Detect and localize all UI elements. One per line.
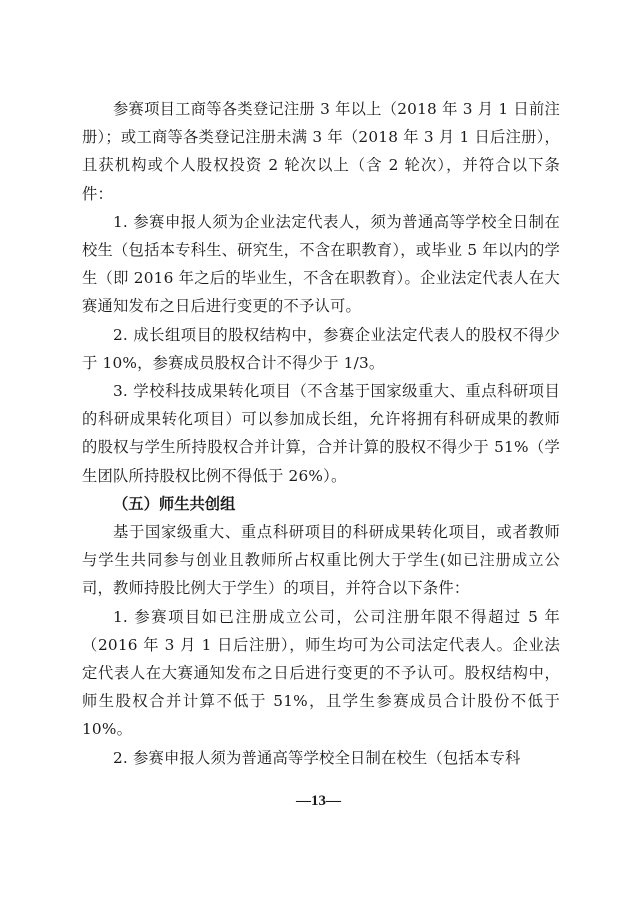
page-number: —13—: [296, 793, 341, 809]
document-body: [82, 95, 560, 772]
section-heading: （五）师生共创组: [113, 494, 236, 513]
paragraph-cocreation-condition-1: 1. 参赛项目如已注册成立公司，公司注册年限不得超过 5 年（2016 年 3 月 1 日后注册），师生均可为公司法定代表人。企业法定代表人在大赛通知发布之日后进行变更的不予认可。股权结构中，师生股权合并计算不低于 51%，且学生参赛成员合计股份不低于 10%。: [82, 607, 560, 739]
paragraph-condition-3: 3. 学校科技成果转化项目（不含基于国家级重大、重点科研项目的科研成果转化项目）可以参加成长组，允许将拥有科研成果的教师的股权与学生所持股权合并计算，合并计算的股权不得少于 51%（学生团队所持股权比例不得低于 26%）。: [82, 382, 560, 485]
paragraph-cocreation-intro: 基于国家级重大、重点科研项目的科研成果转化项目，或者教师与学生共同参与创业且教师所占权重比例大于学生(如已注册成立公司，教师持股比例大于学生）的项目，并符合以下条件：: [82, 523, 560, 598]
paragraph-registration: 参赛项目工商等各类登记注册 3 年以上（2018 年 3 月 1 日前注册）；或工商等各类登记注册未满 3 年（2018 年 3 月 1 日后注册），且获机构或个人股权投资 2 轮次以上（含 2 轮次），并符合以下条件：: [82, 100, 560, 203]
paragraph-condition-1: 1. 参赛申报人须为企业法定代表人，须为普通高等学校全日制在校生（包括本专科生、研究生，不含在职教育），或毕业 5 年以内的学生（即 2016 年之后的毕业生，不含在职教育）。企业法定代表人在大赛通知发布之日后进行变更的不予认可。: [82, 212, 560, 316]
paragraph-cocreation-condition-2: 2. 参赛申报人须为普通高等学校全日制在校生（包括本专科: [113, 748, 521, 767]
paragraph-condition-2: 2. 成长组项目的股权结构中，参赛企业法定代表人的股权不得少于 10%，参赛成员股权合计不得少于 1/3。: [82, 325, 560, 372]
